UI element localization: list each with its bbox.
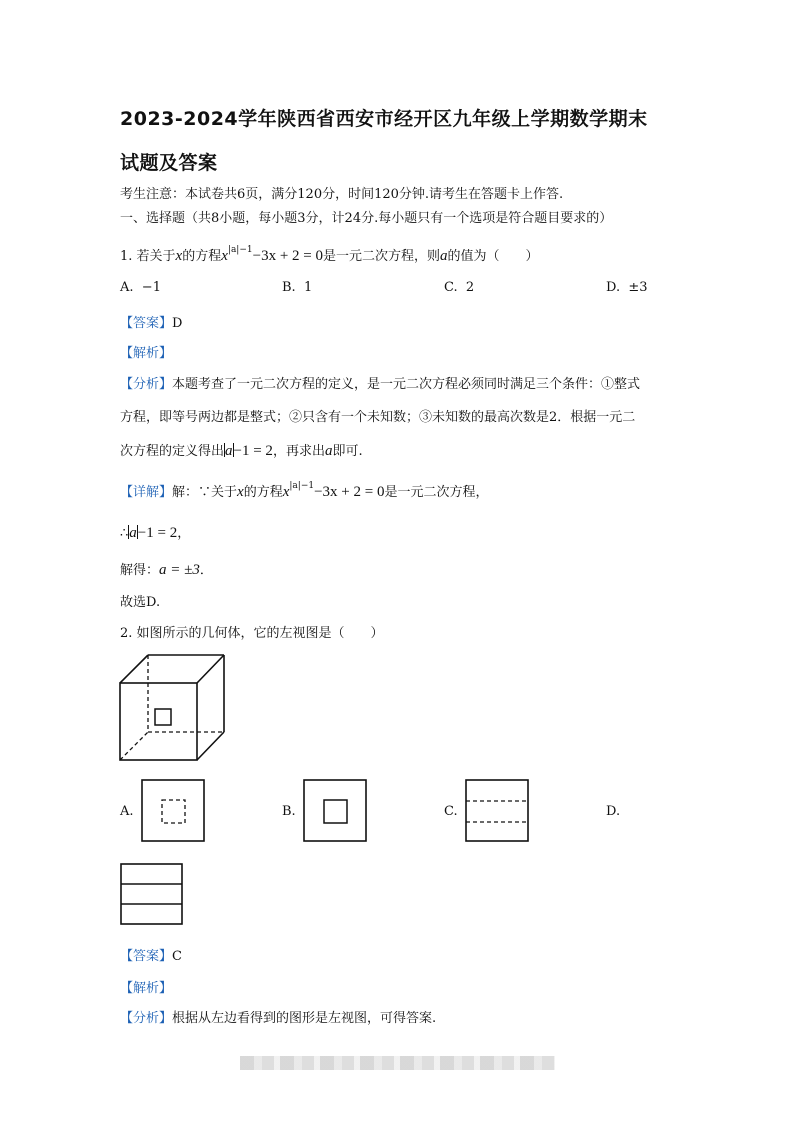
option-b-outer-square [304,780,366,841]
q1-text-suffix: 是一元二次方程，则 [323,249,441,264]
q1-eq-rest: −3x + 2 = 0 [252,248,323,264]
q1-analysis-tag: 【解析】 [120,346,173,361]
q2-answer [120,945,182,964]
fenxi-text: 本题考查了一元二次方程的定义，是一元二次方程必须同时满足三个条件：①整式 [172,377,641,392]
answer-value: D [172,316,183,331]
option-d-outer-square [121,864,182,924]
punct: ， [177,526,191,541]
cube-hole-square [155,709,171,725]
q1-text-end: 的值为（ ） [447,249,539,264]
q1-text-prefix: 1. 若关于 [120,249,176,264]
fenxi-text: 即可. [332,444,363,459]
option-a-dashed-square [162,800,185,823]
q1-eq-base: x [221,248,228,264]
cube-edge [197,732,224,760]
option-label: D. [606,280,621,295]
q2-stem: 2. 如图所示的几何体，它的左视图是（ ） [120,626,384,641]
option-value: 1 [303,280,313,295]
q1-fenxi-line-2: 方程，即等号两边都是整式；②只含有一个未知数；③未知数的最高次数是2．根据一元二 [120,410,636,425]
option-label: C. [444,280,458,295]
q1-eq-exponent: |a|−1 [227,245,253,255]
answer-tag: 【答案】 [120,316,173,331]
q2-fenxi [120,1007,436,1026]
solution-eq: a = ±3 [159,562,200,578]
xiangjie-tag: 【详解】 [120,485,173,500]
option-value: ±3 [628,280,648,295]
var-x: x [237,484,244,500]
fenxi-text: ，再求出 [272,444,325,459]
page-title-line-1: 2023-2024学年陕西省西安市经开区九年级上学期数学期末 [120,108,648,130]
fenxi-text: 根据从左边看得到的图形是左视图，可得答案. [172,1011,437,1026]
answer-tag: 【答案】 [120,949,173,964]
q2-option-a-label: A. [120,804,134,819]
xiangjie-text: 是一元二次方程， [384,485,489,500]
exam-notice: 考生注意：本试卷共6页，满分120分，时间120分钟.请考生在答题卡上作答. [120,187,564,202]
option-b-inner-square [324,800,347,823]
cube-hidden-edge [120,732,148,760]
q1-var-x: x [175,248,183,264]
eq-var-a: a [225,443,233,459]
cube-edge [197,655,224,683]
eq-rest: −1 = 2 [137,525,178,541]
option-value: 2 [465,280,475,295]
fenxi-tag: 【分析】 [120,1011,173,1026]
xiangjie-text: 解：∵关于 [172,485,238,500]
blurred-footer-watermark [240,1056,555,1070]
section-heading: 一、选择题（共8小题，每小题3分，计24分.每小题只有一个选项是符合题目要求的） [120,211,613,226]
q2-option-b-label: B. [282,804,296,819]
q2-option-d-label: D. [606,804,621,819]
option-label: A. [120,280,134,295]
q2-analysis-tag: 【解析】 [120,981,173,996]
fenxi-tag: 【分析】 [120,377,173,392]
therefore-symbol: ∴ [120,526,129,541]
option-a-outer-square [142,780,204,841]
xiangjie-text: 的方程 [243,485,283,500]
option-label: B. [282,280,296,295]
eq-var-a: a [129,525,137,541]
eq-rest: −3x + 2 = 0 [314,484,385,500]
eq-base: x [282,484,290,500]
q1-text-mid: 的方程 [182,249,222,264]
eq-rest: −1 = 2 [233,443,273,459]
q1-var-a: a [440,248,448,264]
fenxi-text: 次方程的定义得出 [120,444,225,459]
q1-conclusion: 故选D. [120,595,161,610]
punct: ． [199,563,213,578]
option-c-outer-square [466,780,528,841]
option-value: −1 [141,280,161,295]
eq-exponent: |a|−1 [289,481,315,491]
q2-option-c-label: C. [444,804,458,819]
solve-label: 解得： [120,563,160,578]
page-title-line-2: 试题及答案 [120,152,218,174]
var-a: a [324,443,333,459]
cube-edge [120,655,148,683]
answer-value: C [172,949,182,964]
